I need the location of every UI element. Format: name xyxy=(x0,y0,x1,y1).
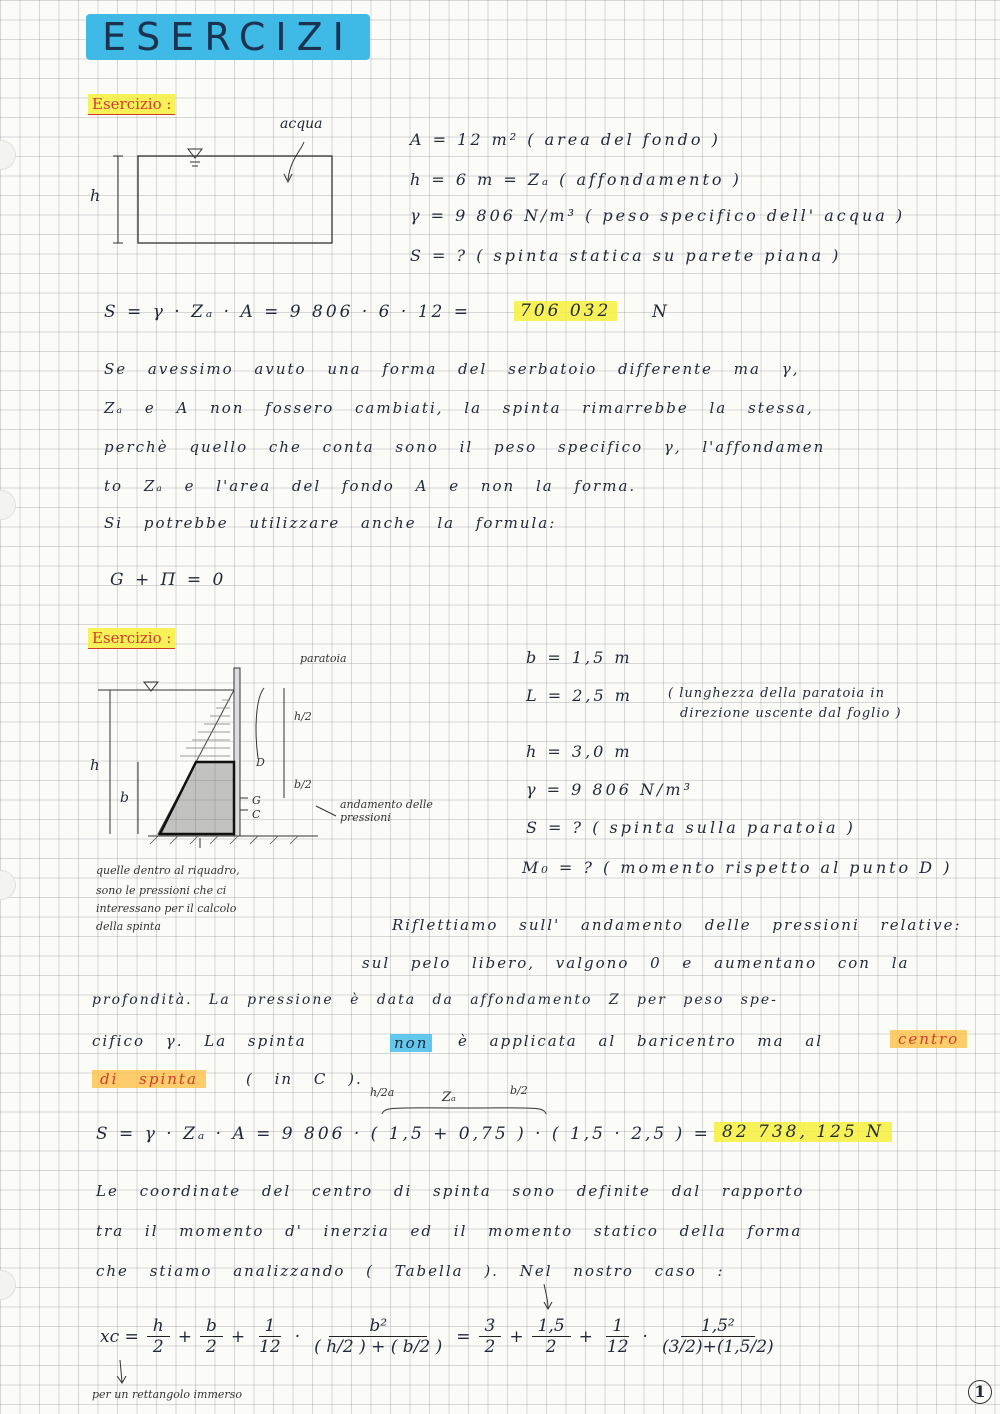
fraction xyxy=(253,1316,287,1357)
numerator: 1 xyxy=(606,1316,629,1337)
fraction xyxy=(147,1316,170,1357)
para-line: tra il momento d' inerzia ed il momento statico della forma xyxy=(96,1222,803,1240)
plus-sign: + xyxy=(230,1326,246,1347)
denominator: 2 xyxy=(152,1337,164,1357)
xc-label: xc = xyxy=(100,1326,139,1347)
given-depth: h = 6 m = Zₐ ( affondamento ) xyxy=(410,170,742,189)
numerator: b xyxy=(200,1316,223,1337)
tank-diagram xyxy=(82,112,362,262)
gate-b-half-label: b/2 xyxy=(294,778,312,791)
water-label: acqua xyxy=(280,116,323,132)
fraction xyxy=(200,1316,223,1357)
para-line: perchè quello che conta sono il peso specifico γ, l'affondamen xyxy=(104,438,826,456)
equilibrium-formula: G + Π = 0 xyxy=(110,570,227,590)
diagram-note: della spinta xyxy=(96,920,161,933)
brace-label: Zₐ xyxy=(442,1090,456,1105)
highlight-non: non xyxy=(390,1034,432,1052)
para-line: Se avessimo avuto una forma del serbatoio differente ma γ, xyxy=(104,360,800,378)
dot-sign: · xyxy=(294,1326,301,1347)
exercise-2-label: Esercizio : xyxy=(88,628,175,649)
diagram-note: sono le pressioni che ci xyxy=(96,884,227,897)
exercise-1-label: Esercizio : xyxy=(88,94,175,115)
fraction xyxy=(656,1316,780,1357)
thrust-formula-2: S = γ · Zₐ · A = 9 806 · ( 1,5 + 0,75 ) · ( 1,5 · 2,5 ) = xyxy=(96,1124,711,1144)
given-unknown-thrust: S = ? ( spinta sulla paratoia ) xyxy=(526,818,856,837)
arrow-down xyxy=(112,1358,132,1388)
footnote: per un rettangolo immerso xyxy=(92,1388,242,1401)
given-L-note: direzione uscente dal foglio ) xyxy=(680,706,902,721)
para-line: sul pelo libero, valgono 0 e aumentano con la xyxy=(362,954,910,972)
binder-hole xyxy=(0,870,16,900)
denominator: 12 xyxy=(259,1337,281,1357)
page-number: 1 xyxy=(968,1380,992,1404)
brace-label: b/2 xyxy=(510,1084,528,1097)
plus-sign: + xyxy=(177,1326,192,1347)
denominator: ( h/2 ) + ( b/2 ) xyxy=(314,1337,443,1357)
arrow-down xyxy=(538,1282,558,1312)
gate-d-label: D xyxy=(256,756,265,769)
fraction xyxy=(601,1316,635,1357)
para-line: è applicata al baricentro ma al xyxy=(458,1032,824,1050)
xc-formula xyxy=(100,1316,784,1357)
gate-g-label: G xyxy=(252,794,261,807)
pressure-trend-label: andamento delle pressioni xyxy=(340,798,433,824)
gate-b-label: b xyxy=(120,790,129,806)
para-line: ( in C ). xyxy=(246,1070,363,1088)
gate-c-label: C xyxy=(252,808,261,821)
dot-sign: · xyxy=(642,1326,648,1347)
gate-label: paratoia xyxy=(300,652,347,665)
fraction xyxy=(532,1316,571,1357)
given-area: A = 12 m² ( area del fondo ) xyxy=(410,130,721,149)
denominator: (3/2)+(1,5/2) xyxy=(661,1337,774,1357)
given-gamma: γ = 9 806 N/m³ xyxy=(526,780,694,799)
fraction xyxy=(479,1316,502,1357)
given-unknown-moment: M₀ = ? ( momento rispetto al punto D ) xyxy=(522,858,953,877)
para-line: profondità. La pressione è data da affondamento Z per peso spe- xyxy=(92,992,778,1008)
plus-sign: + xyxy=(578,1326,593,1347)
depth-h-label: h xyxy=(90,186,101,205)
gate-diagram xyxy=(88,648,368,848)
equals-sign: = xyxy=(456,1326,471,1347)
denominator: 2 xyxy=(545,1337,557,1357)
binder-hole xyxy=(0,490,16,520)
numerator: 1,5² xyxy=(681,1316,755,1337)
thrust-result: 706 032 xyxy=(514,301,617,321)
given-b: b = 1,5 m xyxy=(526,648,633,667)
binder-hole xyxy=(0,140,16,170)
para-line: che stiamo analizzando ( Tabella ). Nel nostro caso : xyxy=(96,1262,725,1280)
diagram-note: quelle dentro al riquadro, xyxy=(96,864,240,877)
denominator: 2 xyxy=(484,1337,496,1357)
gate-h-half-label: h/2 xyxy=(294,710,312,723)
binder-hole xyxy=(0,1270,16,1300)
fraction xyxy=(308,1316,448,1357)
page-title: ESERCIZI xyxy=(102,15,354,59)
para-line: Le coordinate del centro di spinta sono definite dal rapporto xyxy=(96,1182,805,1200)
page-title-highlight xyxy=(86,14,370,60)
thrust-unit: N xyxy=(652,302,670,322)
denominator: 12 xyxy=(606,1337,629,1357)
thrust-formula: S = γ · Zₐ · A = 9 806 · 6 · 12 = xyxy=(104,302,471,322)
numerator: 1 xyxy=(259,1316,282,1337)
plus-sign: + xyxy=(509,1326,524,1347)
numerator: 3 xyxy=(479,1316,502,1337)
given-specific-weight: γ = 9 806 N/m³ ( peso specifico dell' acqua ) xyxy=(410,206,906,225)
numerator: 1,5 xyxy=(532,1316,571,1337)
para-line: Zₐ e A non fossero cambiati, la spinta rimarrebbe la stessa, xyxy=(104,399,814,417)
para-line: Si potrebbe utilizzare anche la formula: xyxy=(104,514,557,532)
given-L: L = 2,5 m xyxy=(526,686,633,705)
gate-h-label: h xyxy=(90,756,100,774)
thrust-result-2: 82 738, 125 N xyxy=(714,1122,892,1142)
brace-label: h/2a xyxy=(370,1086,395,1099)
given-h: h = 3,0 m xyxy=(526,742,633,761)
denominator: 2 xyxy=(206,1337,217,1357)
given-unknown-thrust: S = ? ( spinta statica su parete piana ) xyxy=(410,246,842,265)
brace xyxy=(380,1100,550,1120)
para-line: to Zₐ e l'area del fondo A e non la forma. xyxy=(104,477,637,495)
given-L-note: ( lunghezza della paratoia in xyxy=(668,686,885,701)
diagram-note: interessano per il calcolo xyxy=(96,902,237,915)
highlight-centro: centro xyxy=(890,1030,967,1048)
highlight-di-spinta: di spinta xyxy=(92,1070,206,1088)
para-line: Riflettiamo sull' andamento delle pressioni relative: xyxy=(392,916,962,934)
para-line: cifico γ. La spinta xyxy=(92,1032,307,1050)
numerator: b² xyxy=(329,1316,427,1337)
numerator: h xyxy=(147,1316,170,1337)
